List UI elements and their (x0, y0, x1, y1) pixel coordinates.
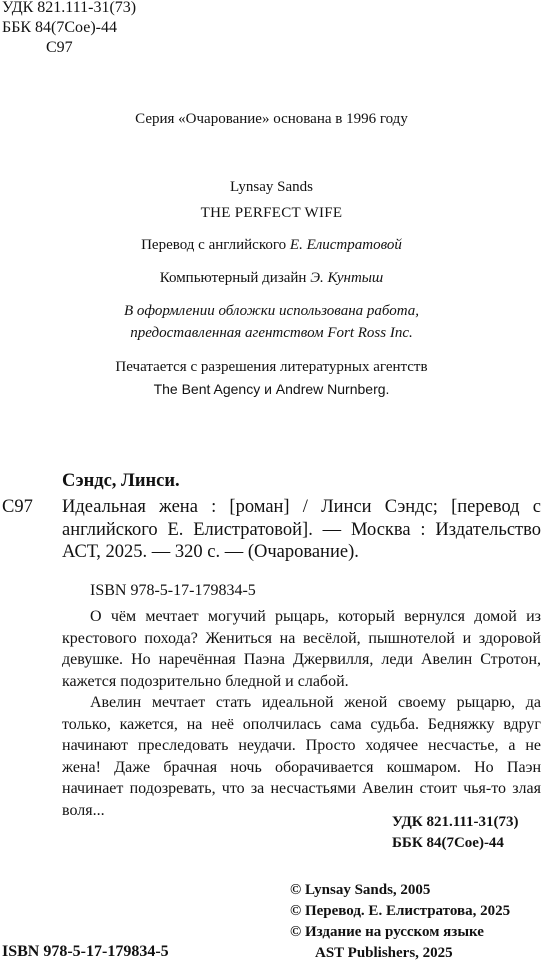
annotation (62, 606, 541, 821)
top-codes (2, 0, 136, 58)
udk-code: УДК 821.111-31(73) (2, 0, 137, 16)
cover-note-line-1: В оформлении обложки использована работа, (123, 303, 419, 319)
bottom-bbk: ББК 84(7Сое)-44 (392, 835, 504, 851)
translation-label: Перевод с английского (141, 237, 287, 253)
cover-note (0, 302, 543, 343)
catalog-mark: С97 (2, 497, 33, 517)
translator-name: Е. Елистратовой (289, 237, 402, 253)
bottom-udk: УДК 821.111-31(73) (392, 814, 519, 830)
catalog-isbn: ISBN 978-5-17-179834-5 (90, 582, 256, 599)
copyright-block (290, 880, 510, 964)
original-title: THE PERFECT WIFE (200, 205, 343, 221)
permission-note (0, 358, 543, 399)
design-credit (0, 269, 543, 288)
design-label: Компьютерный дизайн (159, 270, 307, 286)
permission-line-1: Печатается с разрешения литературных агентств (115, 359, 428, 375)
annotation-paragraph-1: О чём мечтает могучий рыцарь, который вернулся домой из крестового похода? Жениться на весёлой, пышнотелой и здоровой девушке. Но наречённая Паэна Джервилля, леди Авелин Стротон, кажется подозрительно бледной и слабой. (62, 608, 541, 690)
original-author: Lynsay Sands (230, 179, 313, 195)
permission-line-2: The Bent Agency и Andrew Nurnberg. (153, 381, 390, 397)
bbk-code: ББК 84(7Сое)-44 (2, 19, 117, 36)
catalog-description: Идеальная жена : [роман] / Линси Сэндс; [перевод с английского Е. Елистратовой]. — Москва : Издательство АСТ, 2025. — 320 с. — (Очарование). (62, 497, 541, 562)
designer-name: Э. Кунтыш (310, 270, 384, 286)
cover-note-line-2: предоставленная агентством Fort Ross Inc. (130, 325, 413, 341)
translation-credit (0, 236, 543, 255)
catalog-heading: Сэндс, Линси. (62, 471, 180, 491)
bottom-codes (392, 812, 519, 854)
annotation-paragraph-2: Авелин мечтает стать идеальной женой своему рыцарю, да только, кажется, на неё ополчилась сама судьба. Бедняжку вдруг начинают преследовать неудачи. Просто ходячее несчастье, а не жена! Даже брачная ночь оборачивается кошмаром. Но Паэн начинает подозревать, что за несчастьями Авелин стоит чья-то злая воля... (62, 694, 541, 819)
bottom-isbn: ISBN 978-5-17-179834-5 (2, 943, 169, 960)
copyright-line-4: AST Publishers, 2025 (315, 945, 453, 961)
series-line: Серия «Очарование» основана в 1996 году (135, 111, 408, 127)
copyright-line-1: © Lynsay Sands, 2005 (290, 882, 431, 898)
author-mark: С97 (46, 39, 73, 56)
copyright-line-2: © Перевод. Е. Елистратова, 2025 (290, 903, 511, 919)
copyright-line-3: © Издание на русском языке (290, 924, 484, 940)
